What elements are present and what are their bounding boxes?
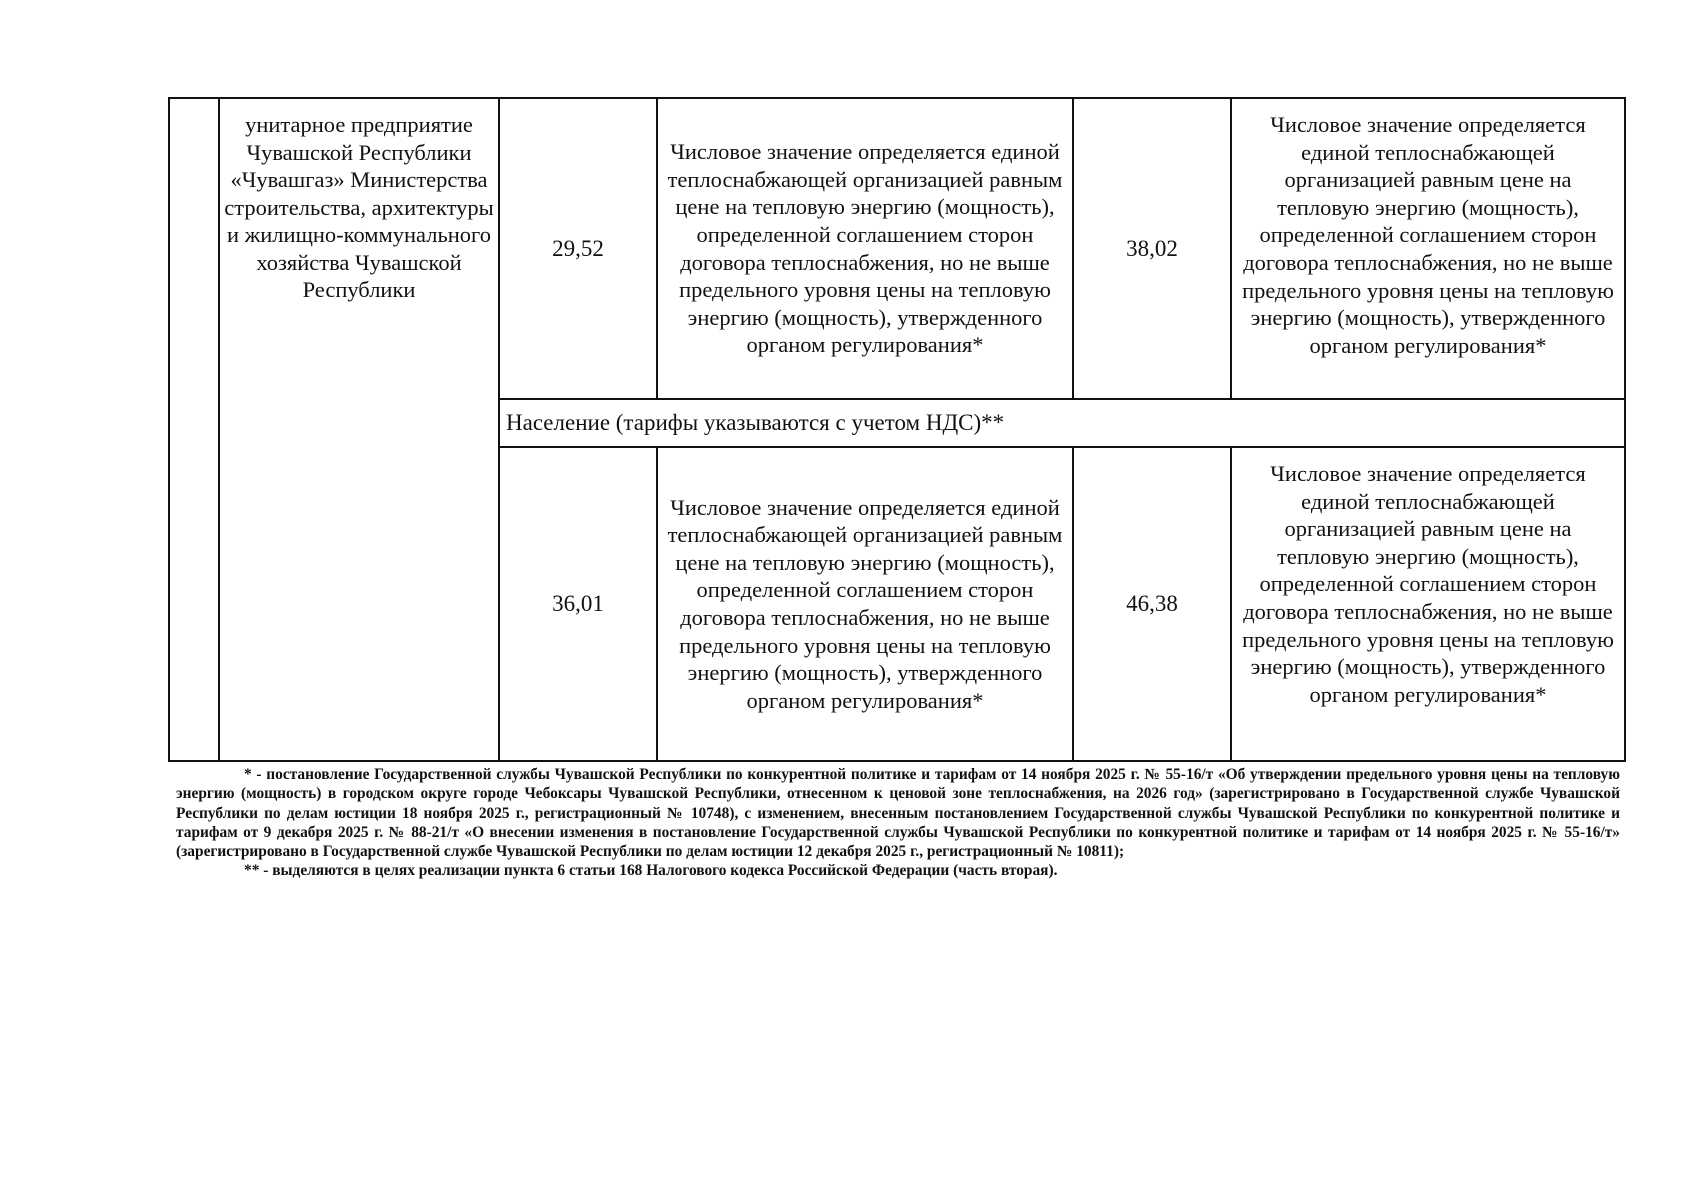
price-value-cell: 38,02 xyxy=(1073,98,1231,399)
price-value-cell: 46,38 xyxy=(1073,447,1231,761)
section-label: Население (тарифы указываются с учетом НДС)** xyxy=(499,399,1625,447)
price-value-cell: 29,52 xyxy=(499,98,657,399)
footnotes xyxy=(176,765,1620,881)
footnote-2: ** - выделяются в целях реализации пункта 6 статьи 168 Налогового кодекса Российской Федерации (часть вторая). xyxy=(244,862,1058,880)
tariff-table xyxy=(168,97,1626,762)
organization-cell: унитарное предприятие Чувашской Республики «Чувашгаз» Министерства строительства, архитектуры и жилищно-коммунального хозяйства Чувашской Республики xyxy=(219,98,499,761)
price-description-cell: Числовое значение определяется единой теплоснабжающей организацией равным цене на тепловую энергию (мощность), определенной соглашением сторон договора теплоснабжения, но не выше предельного уровня цены на тепловую энергию (мощность), утвержденного органом регулирования* xyxy=(1231,447,1625,761)
footnote-1: * - постановление Государственной службы Чувашской Республики по конкурентной политике и тарифам от 14 ноября 2025 г. № 55-16/т «Об утверждении предельного уровня цены на тепловую энергию (мощность) в городском округе городе Чебоксары Чувашской Республики, отнесенном к ценовой зоне теплоснабжения, на 2026 год» (зарегистрировано в Государственной службе Чувашской Республики по делам юстиции 18 ноября 2025 г., регистрационный № 10748), с изменением, внесенным постановлением Государственной службы Чувашской Республики по конкурентной политике и тарифам от 9 декабря 2025 г. № 88-21/т «О внесении изменения в постановление Государственной службы Чувашской Республики по конкурентной политике и тарифам от 14 ноября 2025 г. № 55-16/т» (зарегистрировано в Государственной службе Чувашской Республики по делам юстиции 12 декабря 2025 г., регистрационный № 10811); xyxy=(176,766,1620,861)
price-description-cell: Числовое значение определяется единой теплоснабжающей организацией равным цене на тепловую энергию (мощность), определенной соглашением сторон договора теплоснабжения, но не выше предельного уровня цены на тепловую энергию (мощность), утвержденного органом регулирования* xyxy=(1231,98,1625,399)
price-value-cell: 36,01 xyxy=(499,447,657,761)
price-description-cell: Числовое значение определяется единой теплоснабжающей организацией равным цене на тепловую энергию (мощность), определенной соглашением сторон договора теплоснабжения, но не выше предельного уровня цены на тепловую энергию (мощность), утвержденного органом регулирования* xyxy=(657,447,1073,761)
table-row xyxy=(169,98,1625,399)
price-description-cell: Числовое значение определяется единой теплоснабжающей организацией равным цене на тепловую энергию (мощность), определенной соглашением сторон договора теплоснабжения, но не выше предельного уровня цены на тепловую энергию (мощность), утвержденного органом регулирования* xyxy=(657,98,1073,399)
row-number-cell xyxy=(169,98,219,761)
